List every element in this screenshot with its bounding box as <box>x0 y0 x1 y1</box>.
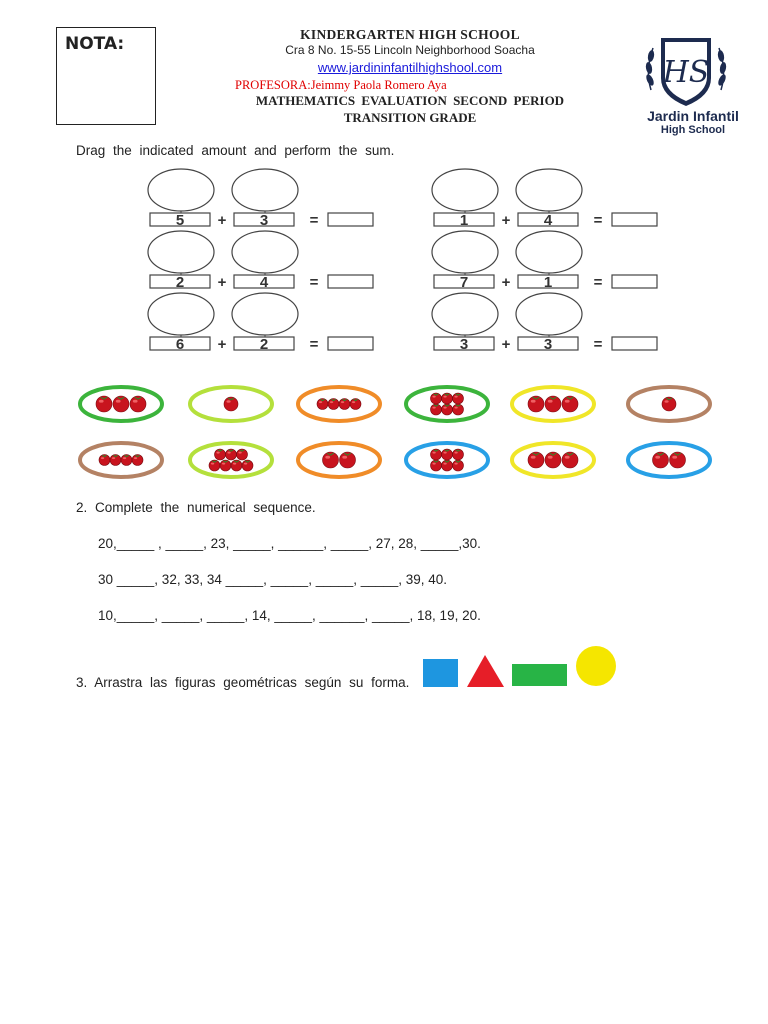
addend: 3 <box>459 336 469 353</box>
equals-sign: = <box>309 274 319 291</box>
square-shape[interactable] <box>423 659 458 687</box>
plus-sign: + <box>501 274 511 291</box>
plus-sign: + <box>501 212 511 229</box>
logo-monogram: HS <box>662 55 710 90</box>
rectangle-shape[interactable] <box>512 664 567 686</box>
nota-label: NOTA: <box>65 34 125 54</box>
sequence-line[interactable]: 10,_____, _____, _____, 14, _____, ______, _____, 18, 19, 20. <box>98 608 481 623</box>
logo-name: Jardin Infantil <box>647 108 739 124</box>
sum-instruction: Drag the indicated amount and perform the sum. <box>76 143 395 158</box>
sequence-instruction: 2. Complete the numerical sequence. <box>76 500 316 515</box>
addend: 3 <box>543 336 553 353</box>
equals-sign: = <box>593 274 603 291</box>
equals-sign: = <box>593 212 603 229</box>
sequence-line[interactable]: 20,_____ , _____, 23, _____, ______, _____, 27, 28, _____,30. <box>98 536 481 551</box>
evaluation-title: MATHEMATICS EVALUATION SECOND PERIOD <box>255 93 565 108</box>
teacher-name: PROFESORA:Jeimmy Paola Romero Aya <box>235 78 447 92</box>
addend: 2 <box>175 274 185 291</box>
addend: 5 <box>175 212 185 229</box>
addend: 1 <box>543 274 553 291</box>
grade-title: TRANSITION GRADE <box>343 110 477 125</box>
logo-subtitle: High School <box>660 124 726 136</box>
shapes-instruction: 3. Arrastra las figuras geométricas según su forma. <box>76 675 410 690</box>
equals-sign: = <box>309 212 319 229</box>
school-website-link[interactable]: www.jardininfantilhighshool.com <box>317 60 503 75</box>
equals-sign: = <box>309 336 319 353</box>
school-address: Cra 8 No. 15-55 Lincoln Neighborhood Soacha <box>285 43 535 57</box>
plus-sign: + <box>217 212 227 229</box>
addend: 3 <box>259 212 269 229</box>
addend: 7 <box>459 274 469 291</box>
addend: 6 <box>175 336 185 353</box>
plus-sign: + <box>217 336 227 353</box>
equals-sign: = <box>593 336 603 353</box>
plus-sign: + <box>217 274 227 291</box>
addend: 4 <box>543 212 553 229</box>
addend: 4 <box>259 274 269 291</box>
circle-shape[interactable] <box>576 646 616 686</box>
addend: 2 <box>259 336 269 353</box>
school-name: KINDERGARTEN HIGH SCHOOL <box>300 27 520 42</box>
plus-sign: + <box>501 336 511 353</box>
sequence-line[interactable]: 30 _____, 32, 33, 34 _____, _____, _____, _____, 39, 40. <box>98 572 448 587</box>
triangle-shape[interactable] <box>467 655 504 687</box>
addend: 1 <box>459 212 469 229</box>
